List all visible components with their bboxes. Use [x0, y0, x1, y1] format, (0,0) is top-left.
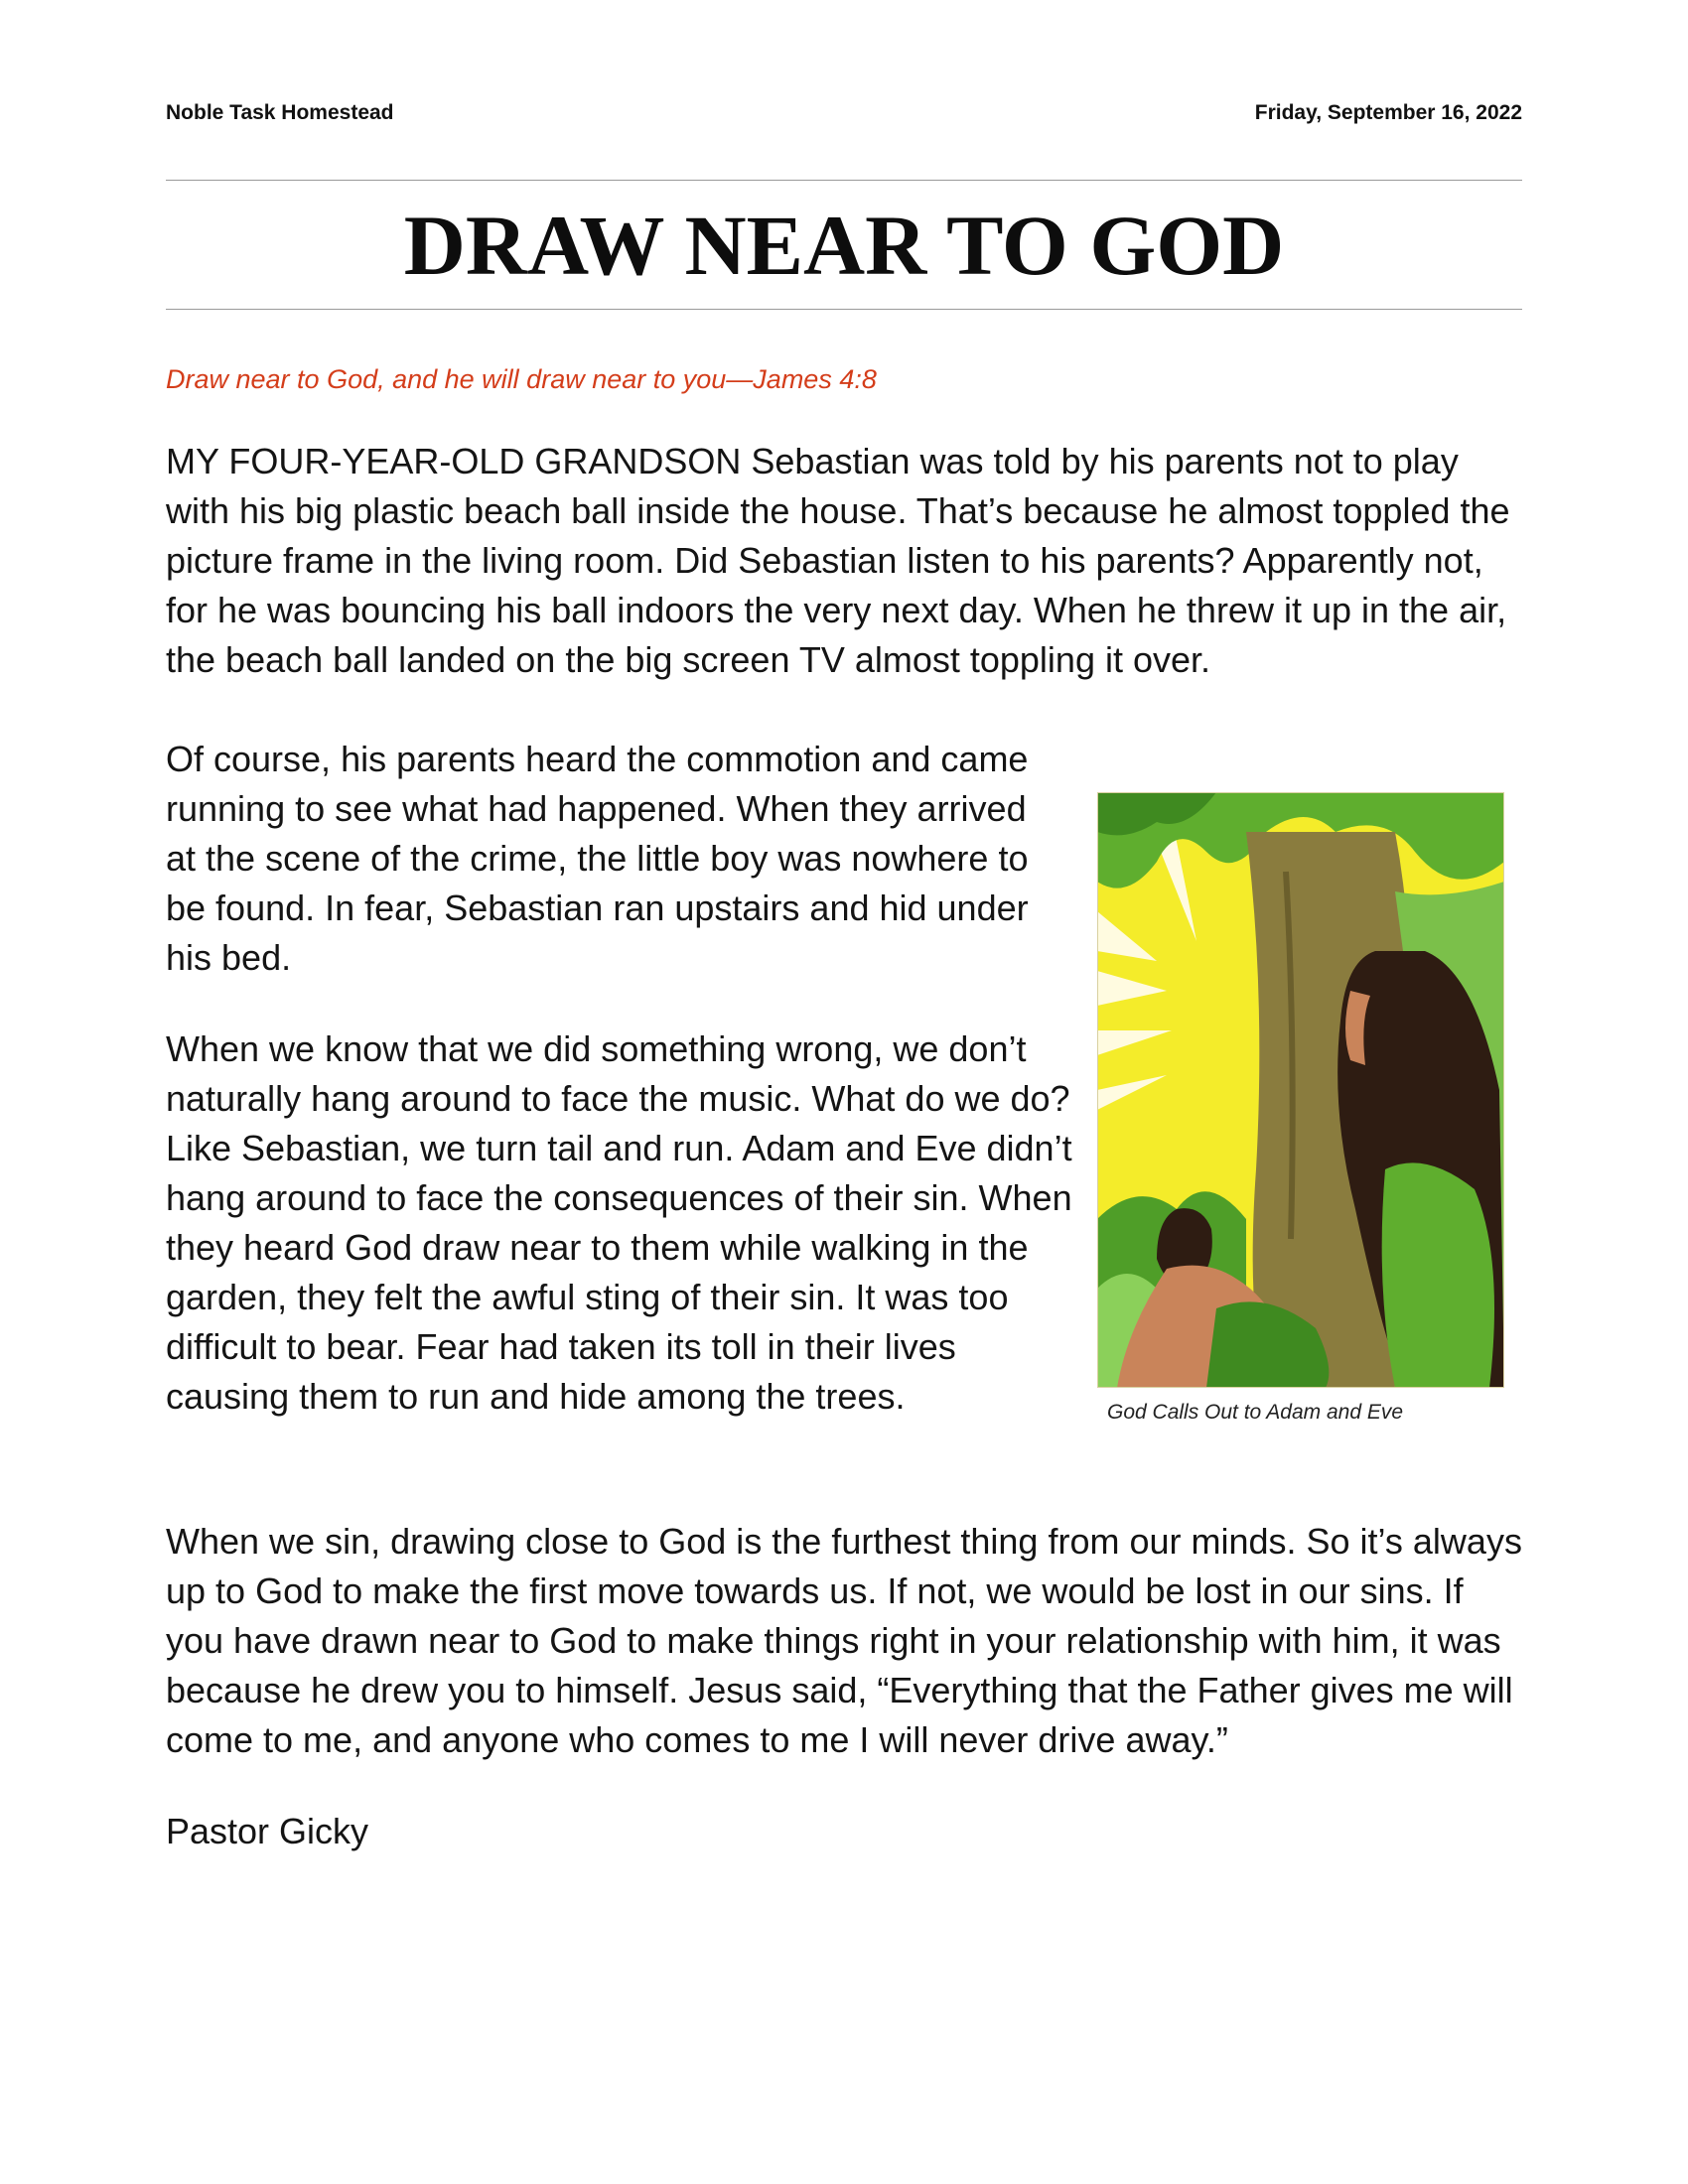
scripture-epigraph: Draw near to God, and he will draw near to you—James 4:8 [166, 364, 877, 394]
adam-and-eve-illustration [1097, 792, 1504, 1388]
paragraph-3: When we know that we did something wrong, we don’t naturally hang around to face the music. What do we do? Like Sebastian, we turn tail and run. Adam and Eve didn’t hang around to face the consequences of their sin. When they heard God draw near to them while walking in the garden, they felt the awful sting of their sin. It was too difficult to bear. Fear had taken its toll in their lives causing them to run and hide among the trees. [166, 1028, 1072, 1417]
title-top-rule [166, 180, 1522, 181]
illustration-caption: God Calls Out to Adam and Eve [1107, 1401, 1404, 1424]
author-signature: Pastor Gicky [166, 1811, 369, 1851]
title-bottom-rule [166, 309, 1522, 310]
paragraph-2: Of course, his parents heard the commotion and came running to see what had happened. When they arrived at the scene of the crime, the little boy was nowhere to be found. In fear, Sebastian ran upstairs and hid under his bed. [166, 739, 1029, 978]
publication-date: Friday, September 16, 2022 [1254, 101, 1522, 124]
article-title: DRAW NEAR TO GOD [403, 198, 1285, 293]
paragraph-1: MY FOUR-YEAR-OLD GRANDSON Sebastian was told by his parents not to play with his big plastic beach ball inside the house. That’s because he almost toppled the picture frame in the living room. Did Sebastian listen to his parents? Apparently not, for he was bouncing his ball indoors the very next day. When he threw it up in the air, the beach ball landed on the big screen TV almost toppling it over. [166, 441, 1510, 680]
publication-name: Noble Task Homestead [166, 101, 394, 124]
paragraph-4: When we sin, drawing close to God is the furthest thing from our minds. So it’s always up to God to make the first move towards us. If not, we would be lost in our sins. If you have drawn near to God to make things right in your relationship with him, it was because he drew you to himself. Jesus said, “Everything that the Father gives me will come to me, and anyone who comes to me I will never drive away.” [166, 1521, 1522, 1760]
